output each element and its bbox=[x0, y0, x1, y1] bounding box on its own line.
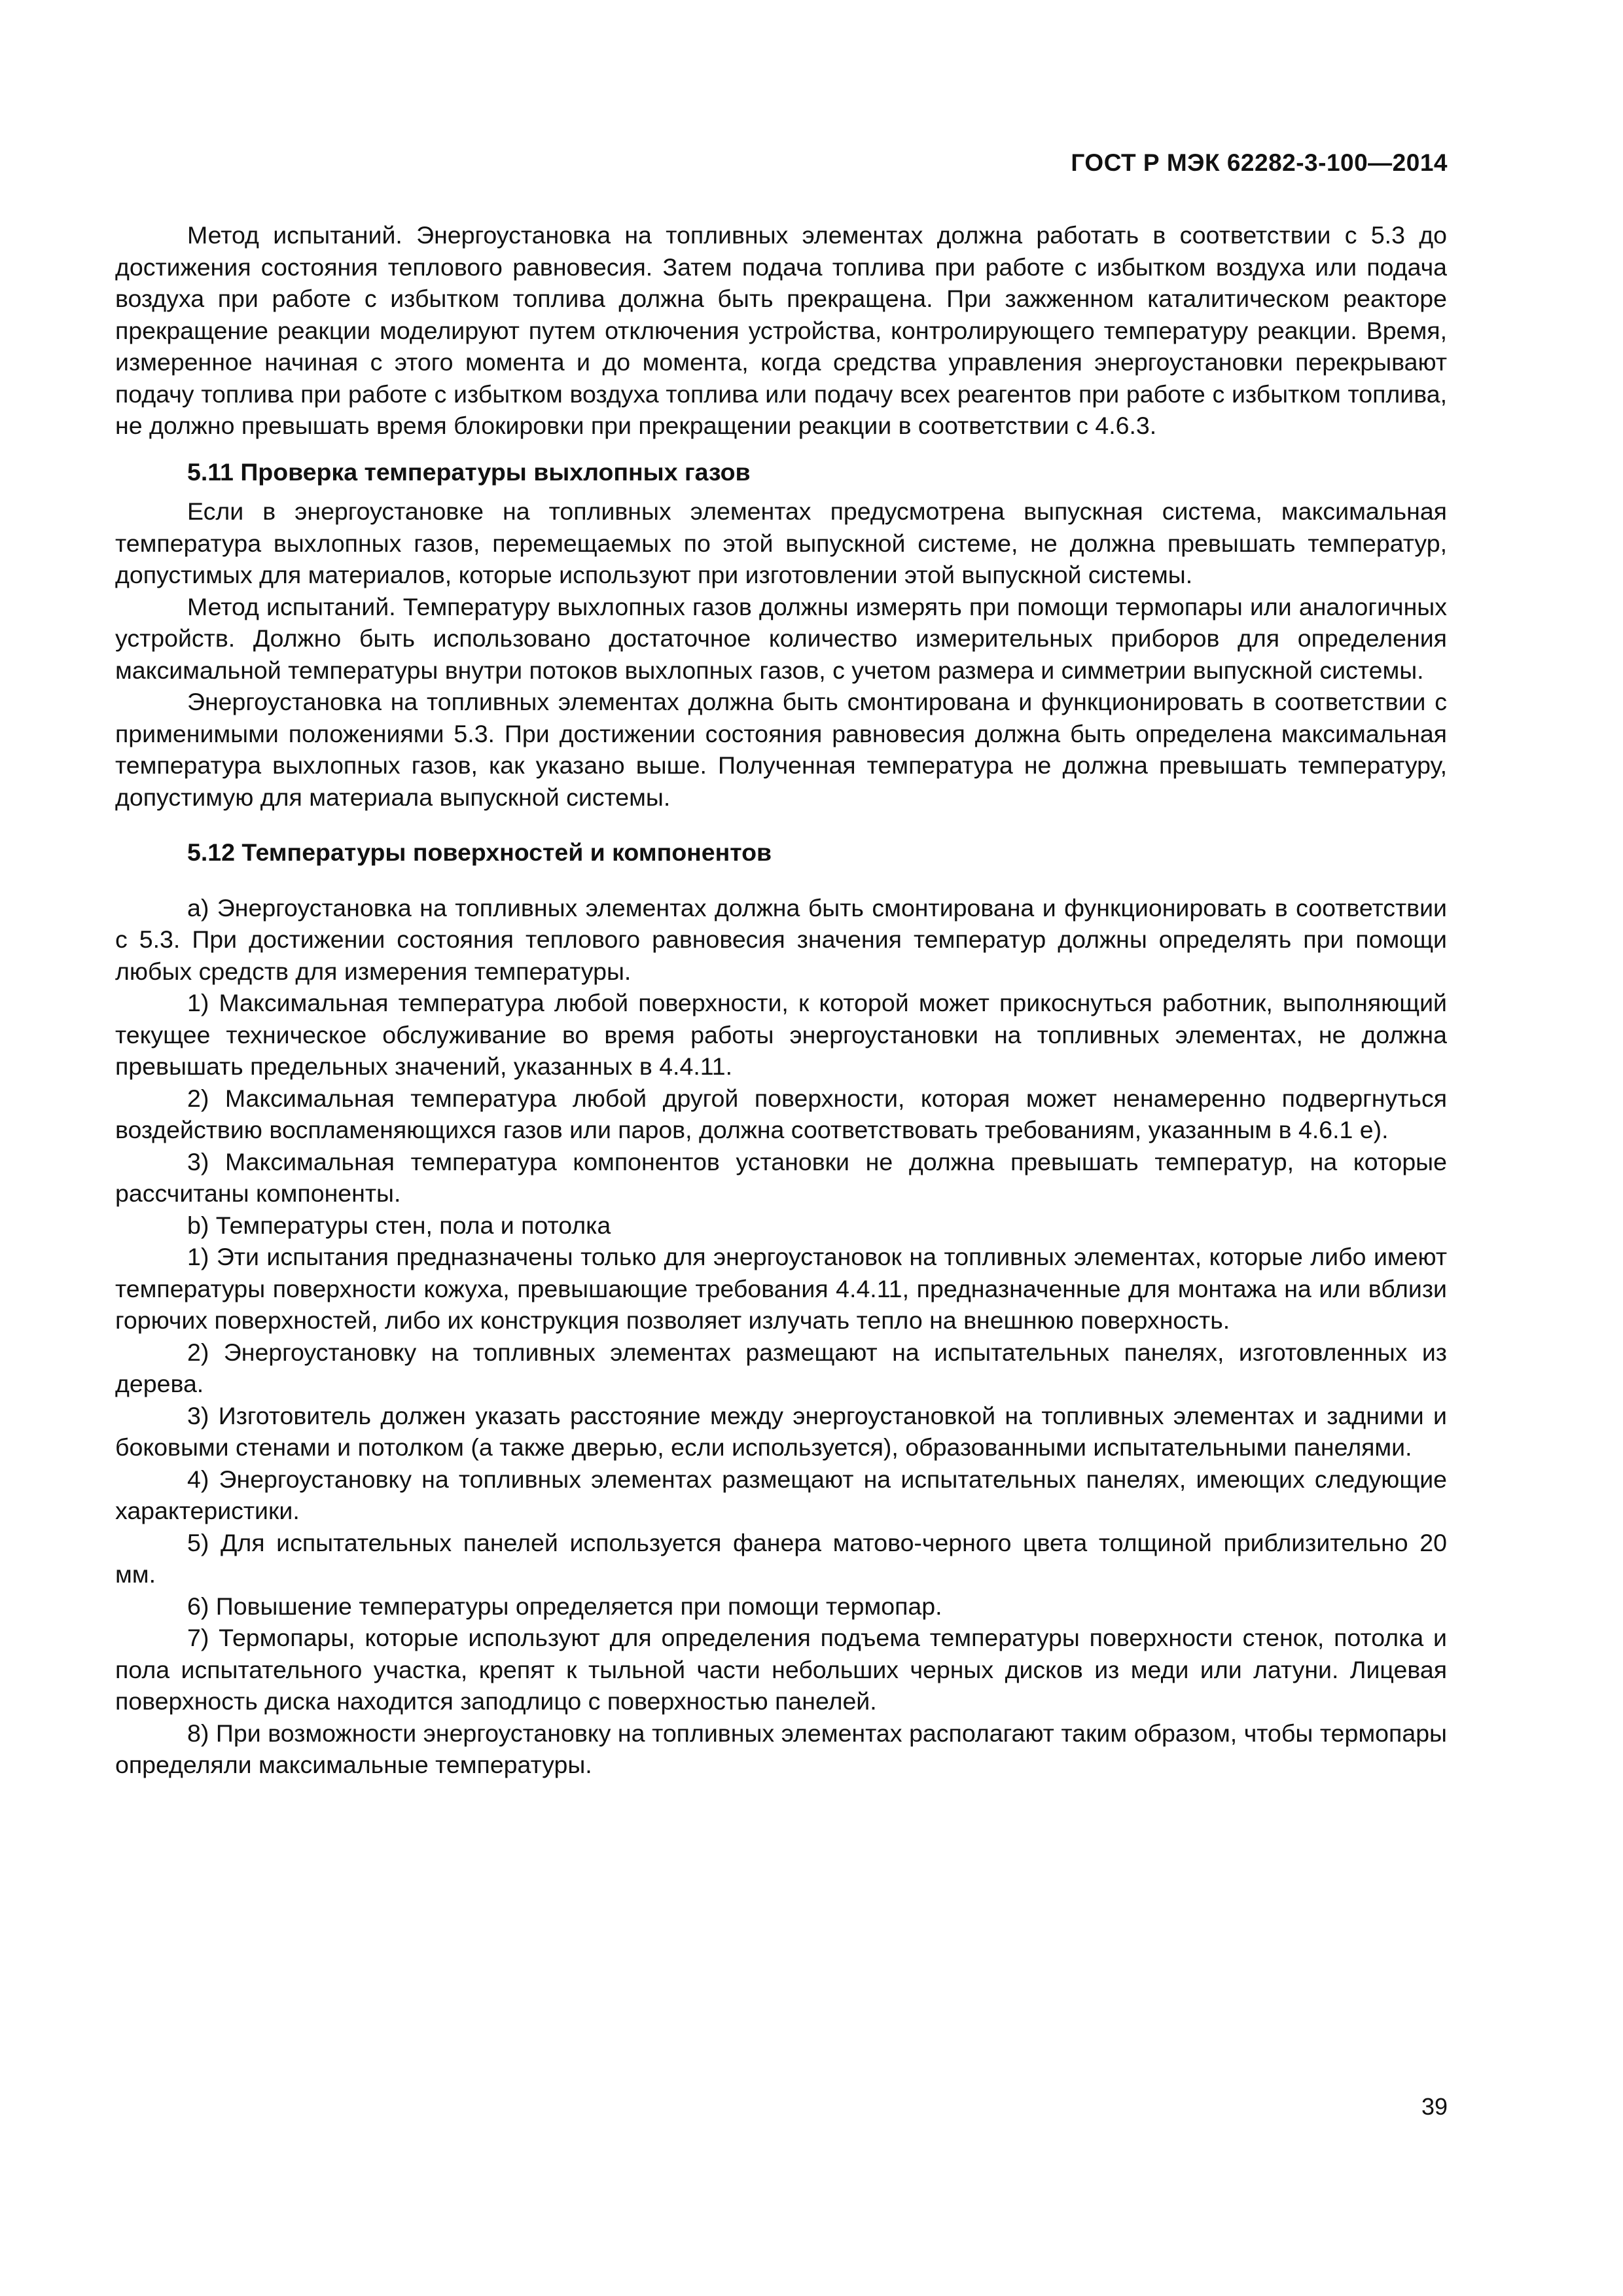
list-item: 1) Максимальная температура любой поверхности, к которой может прикоснуться работник, выполняющий текущее техническое обслуживание во время работы энергоустановки на топливных элементах, не должна превышать предельных значений, указанных в 4.4.11. bbox=[115, 989, 1447, 1080]
list-item-a: а) Энергоустановка на топливных элементах должна быть смонтирована и функционировать в соответствии с 5.3. При достижении состояния теплового равновесия значения температур должны определять при помощи любых средств для измерения температуры. bbox=[115, 893, 1447, 985]
list-item: 5) Для испытательных панелей используется фанера матово-черного цвета толщиной приблизительно 20 мм. bbox=[115, 1528, 1447, 1588]
paragraph: Метод испытаний. Температуру выхлопных газов должны измерять при помощи термопары или аналогичных устройств. Должно быть использовано достаточное количество измерительных приборов для определения максимальной температуры внутри потоков выхлопных газов, с учетом размера и симметрии выпускной системы. bbox=[115, 592, 1447, 684]
document-body bbox=[115, 219, 1447, 1781]
document-header: ГОСТ Р МЭК 62282-3-100—2014 bbox=[1071, 149, 1448, 176]
page-number: 39 bbox=[1421, 2093, 1448, 2120]
paragraph: Если в энергоустановке на топливных элементах предусмотрена выпускная система, максимальная температура выхлопных газов, перемещаемых по этой выпускной системе, не должна превышать температур, допустимых для материалов, которые используют при изготовлении этой выпускной системы. bbox=[115, 497, 1447, 588]
list-item: 2) Энергоустановку на топливных элементах размещают на испытательных панелях, изготовленных из дерева. bbox=[115, 1338, 1447, 1397]
list-item: 3) Максимальная температура компонентов установки не должна превышать температур, на которые рассчитаны компоненты. bbox=[115, 1147, 1447, 1207]
list-item: 6) Повышение температуры определяется при помощи термопар. bbox=[187, 1592, 942, 1620]
list-item: 2) Максимальная температура любой другой поверхности, которая может ненамеренно подвергнуться воздействию воспламеняющихся газов или паров, должна соответствовать требованиям, указанным в 4.6.1 е). bbox=[115, 1084, 1447, 1143]
list-item: 3) Изготовитель должен указать расстояние между энергоустановкой на топливных элементах и задними и боковыми стенами и потолком (а также дверью, если используется), образованными испытательными панелями. bbox=[115, 1401, 1447, 1461]
section-heading-5-11: 5.11 Проверка температуры выхлопных газов bbox=[187, 457, 751, 486]
intro-paragraph: Метод испытаний. Энергоустановка на топливных элементах должна работать в соответствии с 5.3 до достижения состояния теплового равновесия. Затем подача топлива при работе с избытком воздуха или подача воздуха при работе с избытком топлива должна быть прекращена. При зажженном каталитическом реакторе прекращение реакции моделируют путем отключения устройства, контролирующего температуру реакции. Время, измеренное начиная с этого момента и до момента, когда средства управления энергоустановки перекрывают подачу топлива при работе с избытком воздуха топлива или подачу всех реагентов при работе с избытком топлива, не должно превышать время блокировки при прекращении реакции в соответствии с 4.6.3. bbox=[115, 221, 1447, 439]
section-heading-5-12: 5.12 Температуры поверхностей и компонентов bbox=[187, 838, 772, 866]
list-item: 8) При возможности энергоустановку на топливных элементах располагают таким образом, чтобы термопары определяли максимальные температуры. bbox=[115, 1719, 1447, 1778]
paragraph: Энергоустановка на топливных элементах должна быть смонтирована и функционировать в соответствии с применимыми положениями 5.3. При достижении состояния равновесия должна быть определена максимальная температура выхлопных газов, как указано выше. Полученная температура не должна превышать температуру, допустимую для материала выпускной системы. bbox=[115, 688, 1447, 811]
list-item: 4) Энергоустановку на топливных элементах размещают на испытательных панелях, имеющих следующие характеристики. bbox=[115, 1465, 1447, 1524]
list-item-b: b) Температуры стен, пола и потолка bbox=[187, 1211, 611, 1239]
list-item: 7) Термопары, которые используют для определения подъема температуры поверхности стенок, потолка и пола испытательного участка, крепят к тыльной части небольших черных дисков из меди или латуни. Лицевая поверхность диска находится заподлицо с поверхностью панелей. bbox=[115, 1624, 1447, 1715]
list-item: 1) Эти испытания предназначены только для энергоустановок на топливных элементах, которые либо имеют температуры поверхности кожуха, превышающие требования 4.4.11, предназначенные для монтажа на или вблизи горючих поверхностей, либо их конструкция позволяет излучать тепло на внешнюю поверхность. bbox=[115, 1243, 1447, 1334]
